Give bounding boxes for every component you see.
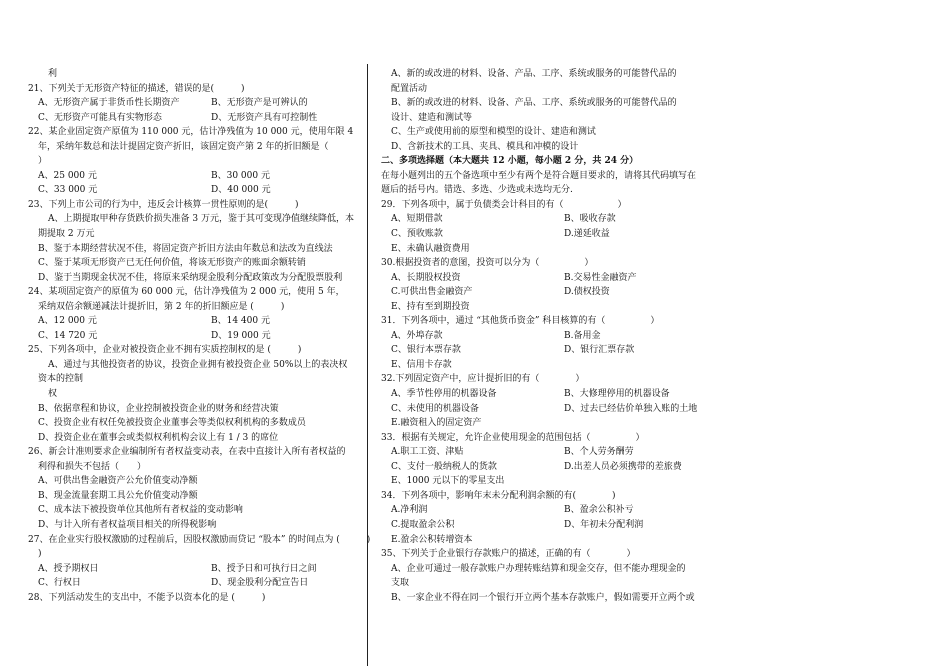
text-line: C、投资企业有权任免被投资企业董事会等类似权利机构的多数成员	[38, 418, 306, 429]
text-line: E.盈余公积转增资本	[391, 534, 473, 545]
option-text: A、外埠存款	[391, 330, 443, 341]
option-row	[381, 402, 721, 417]
option-text: C、行权日	[38, 578, 81, 589]
text-line: E.融资租入的固定资产	[391, 418, 482, 429]
option-text: B、大修理停用的机器设备	[564, 389, 670, 400]
left-column	[28, 67, 371, 605]
option-text: B、30 000 元	[211, 170, 270, 181]
text-line: B、依据章程和协议，企业控制被投资企业的财务和经营决策	[38, 403, 279, 414]
option-row	[28, 562, 358, 577]
option-row	[381, 445, 721, 460]
text-line: 利得和损失不包括（ ）	[38, 461, 147, 472]
text-line: 28、下列活动发生的支出中，不能予以资本化的是 ( )	[28, 592, 266, 603]
option-text: B、授予日和可执行日之间	[211, 563, 317, 574]
text-line: 年，采纳年数总和法计提固定资产折旧，该固定资产第 2 年的折旧额是（	[38, 141, 329, 152]
option-text: C、银行本票存款	[391, 345, 461, 356]
text-line: 34．下列各项中，影响年末未分配利润余额的有( )	[381, 490, 616, 501]
option-row	[28, 96, 358, 111]
text-line: 期提取 2 万元	[38, 229, 95, 240]
option-text: B、14 400 元	[211, 316, 270, 327]
text-line: 32.下列固定资产中，应计提折旧的有（ ）	[381, 374, 585, 385]
option-text: D.出差人员必须携带的差旅费	[564, 461, 682, 472]
text-line: C、成本法下被投资单位其他所有者权益的变动影响	[38, 505, 243, 516]
option-text: A、季节性停用的机器设备	[391, 389, 497, 400]
option-text: A、授予期权日	[38, 563, 99, 574]
option-text: D.债权投资	[564, 287, 610, 298]
text-line: A、可供出售金融资产公允价值变动净额	[38, 476, 198, 487]
text-line: 30.根据投资者的意图，投资可以分为（ ）	[381, 258, 594, 269]
option-row	[381, 387, 721, 402]
right-column	[381, 67, 721, 605]
option-text: B、个人劳务酬劳	[564, 447, 634, 458]
text-line: B、一家企业不得在同一个银行开立两个基本存款账户，假如需要开立两个或	[391, 592, 695, 603]
option-text: A.净利润	[391, 505, 428, 516]
option-row	[381, 271, 721, 286]
option-row	[28, 183, 358, 198]
text-line: C、鉴于某项无形资产已无任何价值，将该无形资产的账面余额转销	[38, 258, 306, 269]
text-line: E、1000 元以下的零星支出	[391, 476, 505, 487]
option-text: B、盈余公积补亏	[564, 505, 634, 516]
text-line: 题后的括号内。错选、多选、少选或未选均无分.	[381, 185, 573, 196]
text-line: 35、下列关于企业银行存款账户的描述，正确的有（ ）	[381, 549, 636, 560]
text-line: 资本的控制	[38, 374, 84, 385]
option-text: C、33 000 元	[38, 185, 98, 196]
text-line: B、鉴于本期经营状况不佳，将固定资产折旧方法由年数总和法改为直线法	[38, 243, 333, 254]
option-row	[28, 169, 358, 184]
option-text: A、25 000 元	[38, 170, 97, 181]
text-line: A、企业可通过一般存款账户办理转账结算和现金交存，但不能办理现金的	[391, 563, 686, 574]
option-text: A.职工工资、津贴	[391, 447, 464, 458]
option-row	[381, 503, 721, 518]
option-row	[381, 285, 721, 300]
option-row	[28, 329, 358, 344]
text-line: A、上期提取甲种存货跌价损失准备 3 万元，鉴于其可变现净值继续降低，本	[48, 214, 354, 225]
text-line: 22、某企业固定资产原值为 110 000 元，估计净残值为 10 000 元，使用年限 4	[28, 127, 354, 138]
option-text: C.提取盈余公积	[391, 519, 455, 530]
text-line: 采纳双倍余额递减法计提折旧，第 2 年的折旧额应是 ( )	[38, 301, 285, 312]
option-text: C、未使用的机器设备	[391, 403, 479, 414]
option-text: A、长期股权投资	[391, 272, 461, 283]
option-text: C.可供出售金融资产	[391, 287, 473, 298]
option-row	[381, 227, 721, 242]
option-text: A、短期借款	[391, 214, 443, 225]
text-line: B、新的或改进的材料、设备、产品、工序、系统或服务的可能替代品的	[391, 98, 677, 109]
text-line: ）	[38, 156, 48, 167]
option-text: B.交易性金融资产	[564, 272, 637, 283]
option-row	[381, 212, 721, 227]
text-line: A、通过与其他投资者的协议，投资企业拥有被投资企业 50%以上的表决权	[48, 359, 348, 370]
column-divider	[367, 64, 368, 666]
option-text: D、过去已经估价单独入账的土地	[564, 403, 698, 414]
option-row	[381, 460, 721, 475]
option-text: D、无形资产具有可控制性	[211, 112, 318, 123]
text-line: 29．下列各项中，属于负债类会计科目的有（ ）	[381, 199, 627, 210]
option-row	[28, 111, 358, 126]
text-line: E、未确认融资费用	[391, 243, 470, 254]
option-text: A、12 000 元	[38, 316, 97, 327]
text-line: 23、下列上市公司的行为中，违反会计核算一贯性原则的是( )	[28, 199, 299, 210]
text-line: 权	[48, 389, 58, 400]
text-line: A、新的或改进的材料、设备、产品、工序、系统或服务的可能替代品的	[391, 69, 677, 79]
option-text: B、无形资产是可辨认的	[211, 98, 308, 109]
text-line: 利	[48, 69, 58, 79]
text-line: 21、下列关于无形资产特征的描述，错误的是( )	[28, 83, 245, 94]
text-line: C、生产或使用前的原型和模型的设计、建造和测试	[391, 127, 596, 138]
text-line: D、鉴于当期现金状况不佳，将原来采纳现金股利分配政策改为分配股票股利	[38, 272, 343, 283]
option-text: D.递延收益	[564, 229, 610, 240]
option-text: C、预收账款	[391, 229, 443, 240]
text-line: 25、下列各项中，企业对被投资企业不拥有实质控制权的是 ( )	[28, 345, 302, 356]
section-heading: 二、多项选择题（本大题共 12 小题，每小题 2 分，共 24 分）	[381, 156, 639, 167]
option-text: C、支付一般纳税人的货款	[391, 461, 497, 472]
text-line: B、现金流量套期工具公允价值变动净额	[38, 490, 198, 501]
option-text: A、无形资产属于非货币性长期资产	[38, 98, 180, 109]
text-line: D、与计入所有者权益项目相关的所得税影响	[38, 519, 217, 530]
option-text: D、现金股利分配宣告日	[211, 578, 309, 589]
text-line: 27、在企业实行股权激励的过程前后，因股权激励而贷记 “股本” 的时间点为 ( )	[28, 534, 371, 545]
text-line: 支取	[391, 578, 410, 589]
option-row	[381, 329, 721, 344]
text-line: 在每小题列出的五个备选项中至少有两个是符合题目要求的，请将其代码填写在	[381, 170, 697, 181]
option-row	[28, 314, 358, 329]
text-line: E、持有至到期投资	[391, 301, 470, 312]
option-text: D、年初未分配利润	[564, 519, 644, 530]
text-line: D、投资企业在董事会或类似权利机构会议上有 1 / 3 的席位	[38, 432, 279, 443]
option-row	[28, 576, 358, 591]
option-text: B.备用金	[564, 330, 601, 341]
text-line: 31．下列各项中，通过 “其他货币资金” 科目核算的有（ ）	[381, 316, 660, 327]
text-line: 33．根据有关规定，允许企业使用现金的范围包括（ ）	[381, 432, 645, 443]
option-text: C、无形资产可能具有实物形态	[38, 112, 162, 123]
option-text: C、14 720 元	[38, 330, 98, 341]
option-row	[381, 518, 721, 533]
text-line: D、含新技术的工具、夹具、模具和冲模的设计	[391, 141, 579, 152]
option-text: D、40 000 元	[211, 185, 271, 196]
option-text: B、吸收存款	[564, 214, 616, 225]
text-line: E、信用卡存款	[391, 359, 452, 370]
option-text: D、19 000 元	[211, 330, 271, 341]
text-line: )	[38, 549, 42, 560]
text-line: 26、新会计准则要求企业编制所有者权益变动表，在表中直接计入所有者权益的	[28, 447, 346, 458]
option-text: D、银行汇票存款	[564, 345, 635, 356]
text-line: 配置活动	[391, 83, 428, 94]
text-line: 设计、建造和测试等	[391, 112, 473, 123]
text-line: 24、某项固定资产的原值为 60 000 元，估计净残值为 2 000 元，使用 5 年，	[28, 287, 345, 298]
option-row	[381, 343, 721, 358]
